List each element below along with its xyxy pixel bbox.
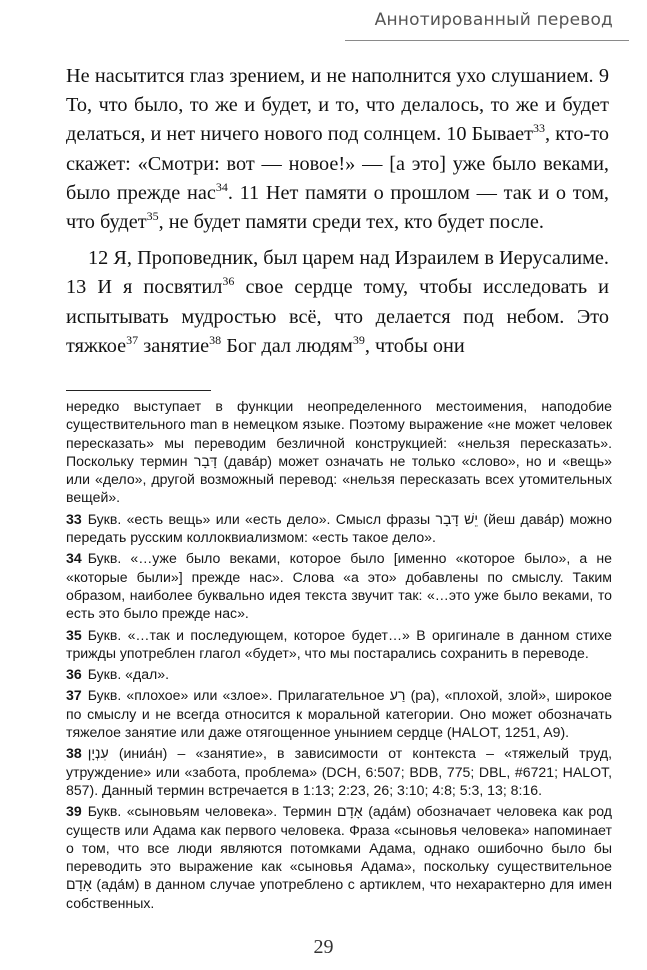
text-run: занятие <box>138 334 210 357</box>
footnote-33 <box>66 510 612 547</box>
main-paragraph-1 <box>66 62 609 237</box>
running-header: Аннотированный перевод <box>374 10 613 30</box>
footnote-38 <box>66 744 612 799</box>
footnote-ref-34[interactable]: 34 <box>215 179 228 194</box>
main-paragraph-2 <box>66 244 609 361</box>
footnote-number: 34 <box>66 550 82 567</box>
footnote-ref-33[interactable]: 33 <box>533 121 546 136</box>
footnote-ref-37[interactable]: 37 <box>126 332 139 347</box>
footnote-text: Букв. «плохое» или «злое». Прилагательное רַע (ра), «плохой, злой», широкое по смыслу и не всегда относится к моральной категории. Оно может обозначать тяжелое занятие или даже отягощенное унынием сердце (HALOT, 1251, A9). <box>66 687 612 741</box>
footnote-ref-38[interactable]: 38 <box>209 332 222 347</box>
text-run: Бог дал людям <box>221 334 353 357</box>
footnote-39 <box>66 802 612 912</box>
footnote-ref-35[interactable]: 35 <box>146 209 159 224</box>
text-run: . 11 Нет памяти о прошлом — так и о том, что будет <box>66 181 609 234</box>
footnote-number: 35 <box>66 626 82 643</box>
footnote-continuation: нередко выступает в функции неопределенного местоимения, наподобие существительного man в немецком языке. Поэтому выражение «не может человек пересказать» мы переводим безличной конструкцией: «нельзя пересказать». Поскольку термин דָּבָר (дава́р) может означать не только «слово», но и «вещь» или «дело», другой возможный перевод: «нельзя пересказать всех утомительных вещей». <box>66 398 612 506</box>
footnote-number: 39 <box>66 803 82 820</box>
text-run: Не насытится глаз зрением, и не наполнится ухо слушанием. 9 То, что было, то же и будет, и то, что делалось, то же и будет делаться, и нет ничего нового под солнцем. 10 Бывает <box>66 65 609 146</box>
footnote-34 <box>66 549 612 622</box>
footnote-ref-36[interactable]: 36 <box>222 274 235 289</box>
footnote-number: 37 <box>66 687 82 704</box>
footnote-text: Букв. «дал». <box>87 666 170 683</box>
text-run: , не будет памяти среди тех, кто будет после. <box>158 211 544 234</box>
footnote-text: Букв. «сыновьям человека». Термин אָדָם (ада́м) обозначает человека как род существ или Адама как первого человека. Фраза «сыновья человека» напоминает о том, что все люди являются потомками Адама, однако ошибочно было бы переводить это выражение как «сыновья Адама», поскольку существительное אָדָם (ада́м) в данном случае употреблено с артиклем, что нехарактерно для имен собственных. <box>66 803 612 911</box>
main-text <box>66 62 609 361</box>
footnote-text: Букв. «есть вещь» или «есть дело». Смысл фразы יֵשׁ דָּבָר (йеш дава́р) можно передать русским коллоквиализмом: «есть такое дело». <box>66 510 612 546</box>
page-number: 29 <box>313 936 334 958</box>
footnote-number: 36 <box>66 666 82 683</box>
footnote-text: Букв. «…так и последующем, которое будет…» В оригинале в данном стихе трижды употреблен глагол «будет», что мы постарались сохранить в переводе. <box>66 626 612 661</box>
text-run: 12 Я, Проповедник, был царем над Израилем в Иерусалиме. 13 И я посвятил <box>66 247 609 299</box>
text-run: , чтобы они <box>364 334 465 357</box>
text-run: свое сердце тому, чтобы исследовать и испытывать мудростью всё, что делается под небом. Это тяжкое <box>66 276 609 357</box>
footnote-35 <box>66 626 612 663</box>
footnote-36 <box>66 665 612 683</box>
footnote-ref-39[interactable]: 39 <box>352 332 365 347</box>
footnote-text: עִנְיָן (иниа́н) – «занятие», в зависимости от контекста – «тяжелый труд, утруждение» или «забота, проблема» (DCH, 6:507; BDB, 775; DBL, #6721; HALOT, 857). Данный термин встречается в 1:13; 2:23, 26; 3:10; 4:8; 5:3, 13; 8:16. <box>66 745 612 798</box>
text-run: , кто-то скажет: «Смотри: вот — новое!» — [а это] уже было веками, было прежде нас <box>66 123 610 204</box>
footnote-text: Букв. «…уже было веками, которое было [именно «которое было», а не «которые были»] прежде нас». Слова «а это» добавлены по смыслу. Таким образом, наиболее буквально идея текста звучит так: «…это уже было веками, то есть это было прежде нас». <box>66 550 612 622</box>
footnote-separator <box>66 390 211 391</box>
footnote-number: 38 <box>66 745 82 762</box>
footnote-37 <box>66 686 612 741</box>
footnotes <box>66 397 612 915</box>
header-rule <box>345 40 629 41</box>
footnote-number: 33 <box>66 510 82 527</box>
